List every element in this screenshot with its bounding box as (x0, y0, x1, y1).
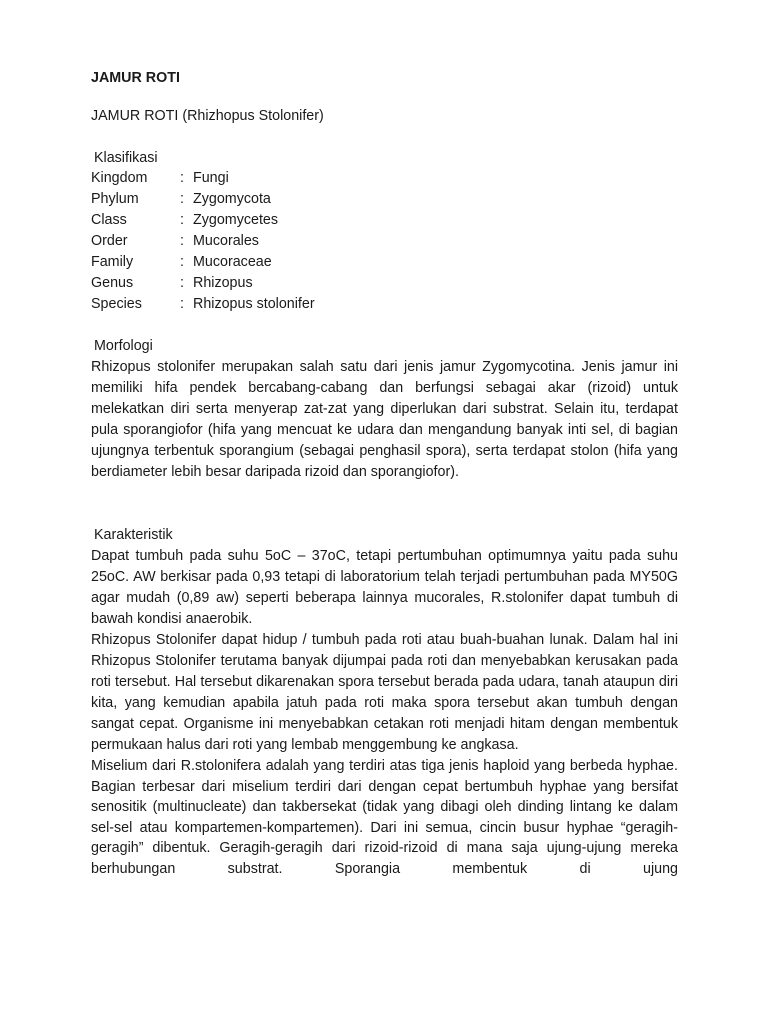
classification-value: Zygomycetes (193, 212, 279, 228)
document-title: JAMUR ROTI (91, 70, 180, 86)
classification-row (91, 168, 315, 189)
classification-colon: : (180, 212, 184, 228)
paragraph-morfologi: Rhizopus stolonifer merupakan salah satu dari jenis jamur Zygomycotina. Jenis jamur ini memiliki hifa pendek bercabang-cabang dan berfungsi sebagai akar (rizoid) untuk melekatkan diri serta menyerap zat-zat yang diperlukan dari substrat. Selain itu, terdapat pula sporangiofor (hifa yang mencuat ke udara dan mengandung banyak inti sel, di bagian ujungnya terbentuk sporangium (sebagai penghasil spora), serta terdapat stolon (hifa yang berdiameter lebih besar daripada rizoid dan sporangiofor). (91, 359, 678, 480)
classification-row (91, 294, 315, 315)
classification-row (91, 210, 315, 231)
classification-colon: : (180, 191, 184, 207)
classification-colon: : (180, 275, 184, 291)
classification-colon: : (180, 296, 184, 312)
classification-rank: Order (91, 233, 128, 249)
classification-rank: Family (91, 254, 134, 270)
heading-morfologi: Morfologi (94, 338, 153, 354)
classification-rank: Phylum (91, 191, 139, 207)
classification-value: Rhizopus (193, 275, 253, 291)
heading-karakteristik: Karakteristik (94, 527, 173, 543)
classification-value: Mucoraceae (193, 254, 272, 270)
classification-colon: : (180, 233, 184, 249)
classification-rank: Class (91, 212, 127, 228)
classification-colon: : (180, 170, 184, 186)
paragraph-karakteristik-habitat: Rhizopus Stolonifer dapat hidup / tumbuh pada roti atau buah-buahan lunak. Dalam hal ini Rhizopus Stolonifer terutama banyak dijumpai pada roti dan menyebabkan kerusakan pada roti tersebut. Hal tersebut dikarenakan spora tersebut berada pada udara, tanah ataupun diri kita, yang kemudian apabila jatuh pada roti maka spora tersebut akan tumbuh dengan sangat cepat. Organisme ini menyebabkan cetakan roti menjadi hitam dengan membentuk permukaan halus dari roti yang lembab menggembung ke angkasa. (91, 632, 678, 753)
classification-table (91, 168, 315, 315)
classification-value: Zygomycota (193, 191, 271, 207)
classification-row (91, 231, 315, 252)
classification-rank: Kingdom (91, 170, 148, 186)
classification-rank: Genus (91, 275, 134, 291)
document-subtitle: JAMUR ROTI (Rhizhopus Stolonifer) (91, 108, 324, 124)
paragraph-karakteristik-miselium: Miselium dari R.stolonifera adalah yang terdiri atas tiga jenis haploid yang berbeda hyphae. Bagian terbesar dari miselium terdiri dari dengan cepat bertumbuh hyphae yang bersifat senositik (multinucleate) dan takbersekat (tidak yang dibagi oleh dinding lintang ke dalam sel-sel atau kompartemen-kompartemen). Dari ini semua, cincin busur hyphae “geragih-geragih” dibentuk. Geragih-geragih dari rizoid-rizoid di mana saja ujung-ujung mereka berhubungan substrat. Sporangia membentuk di ujung (91, 758, 678, 877)
classification-colon: : (180, 254, 184, 270)
heading-klasifikasi: Klasifikasi (94, 150, 158, 166)
classification-row (91, 273, 315, 294)
classification-value: Mucorales (193, 233, 259, 249)
classification-row (91, 252, 315, 273)
classification-value: Rhizopus stolonifer (193, 296, 315, 312)
classification-row (91, 189, 315, 210)
classification-rank: Species (91, 296, 142, 312)
classification-value: Fungi (193, 170, 229, 186)
paragraph-karakteristik-suhu: Dapat tumbuh pada suhu 5oC – 37oC, tetapi pertumbuhan optimumnya yaitu pada suhu 25oC. AW berkisar pada 0,93 tetapi di laboratorium telah terjadi pertumbuhan pada MY50G agar mudah (0,89 aw) seperti beberapa lainnya mucorales, R.stolonifer dapat tumbuh di bawah kondisi anaerobik. (91, 548, 678, 627)
